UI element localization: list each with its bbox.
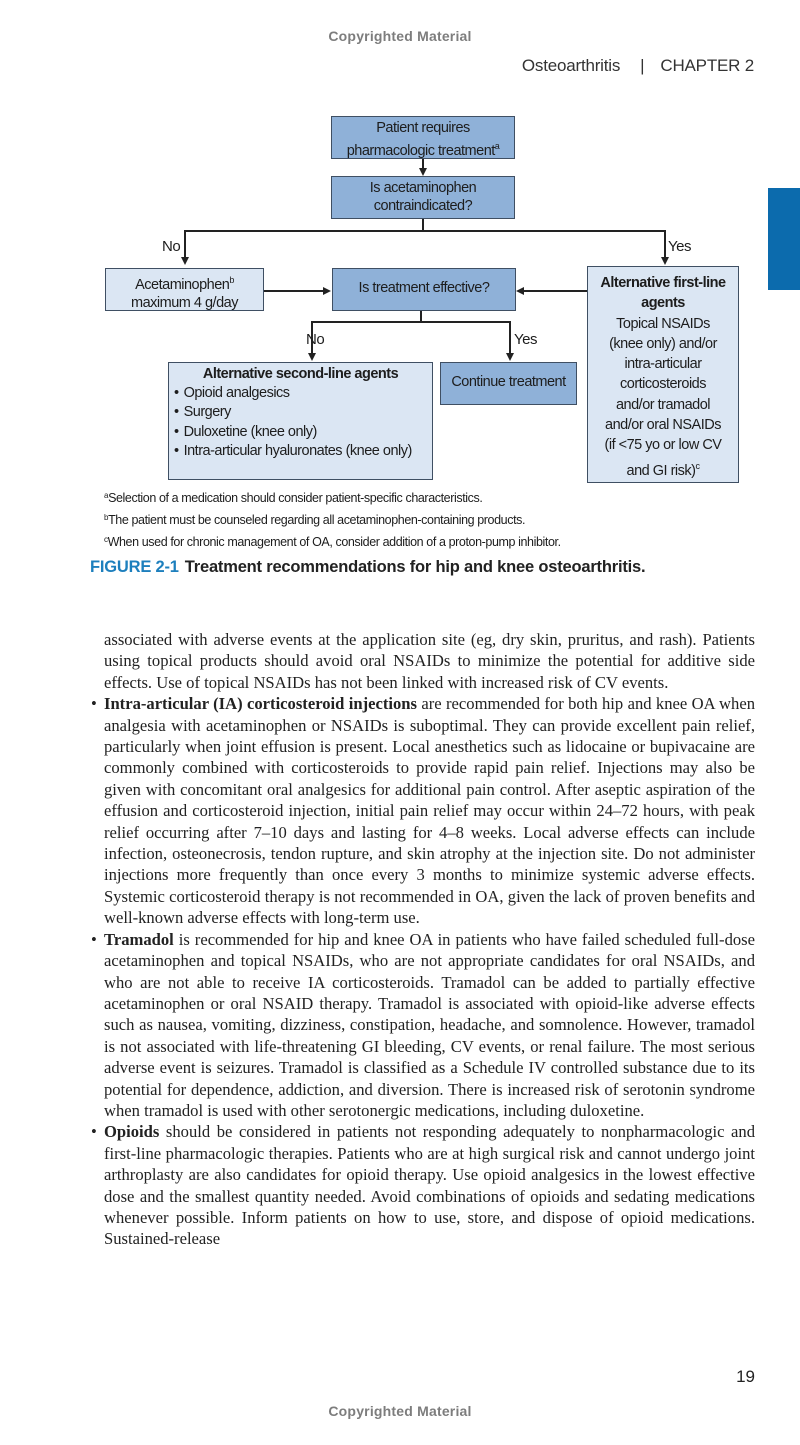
continuation-paragraph: associated with adverse events at the application site (eg, dry skin, pruritus, and rash). Patients using topical products should avoid oral NSAIDs to minimize the potential for additive side effects. Use of topical NSAIDs has not been linked with increased risk of CV events. (104, 630, 755, 692)
figure-caption (90, 558, 645, 577)
first-line-text: (if <75 yo or low CV (604, 437, 722, 454)
bullet-ia-corticosteroids (104, 693, 755, 928)
copyright-notice-bottom: Copyrighted Material (328, 1403, 472, 1419)
connector (264, 290, 324, 292)
first-line-text: and GI risk) (626, 462, 696, 479)
footnote-a: $^a$Selection of a medication should consider patient-specific characteristics. (104, 491, 483, 505)
connector (509, 321, 511, 354)
acetaminophen-line1: Acetaminophen (135, 276, 230, 293)
connector (524, 290, 588, 292)
running-head-separator: | (640, 56, 645, 75)
second-line-list (169, 384, 432, 461)
acetaminophen-line2: maximum 4 g/day (131, 294, 238, 311)
footnote-mark-c: c (695, 460, 700, 471)
arrow-down-icon (506, 353, 514, 361)
edge-label-yes: Yes (668, 238, 691, 255)
decision1-line2: contraindicated? (373, 198, 473, 214)
node-alternative-first-line-agents (587, 266, 739, 483)
decision1-line1: Is acetaminophen (369, 180, 477, 196)
connector (184, 230, 186, 258)
second-line-item: • Surgery (174, 403, 432, 422)
node-alternative-second-line-agents (168, 362, 433, 480)
footnote-c: $^c$When used for chronic management of OA, consider addition of a proton-pump inhibitor. (104, 535, 561, 549)
second-line-item: • Intra-articular hyaluronates (knee only) (174, 442, 432, 461)
figure-footnotes (104, 486, 561, 552)
bullet-term: Opioids (104, 1122, 160, 1142)
page-number: 19 (736, 1367, 755, 1386)
node-start (331, 116, 515, 159)
second-line-item: • Opioid analgesics (174, 384, 432, 403)
bullet-text: is recommended for hip and knee OA in patients who have failed scheduled full-dose acetaminophen and topical NSAIDs, who are not appropriate candidates for oral NSAIDs, and who are not able to receive IA corticosteroids. Tramadol can be added to partially effective acetaminophen or oral NSAID therapy. Tramadol is associated with opioid-like adverse effects such as nausea, vomiting, dizziness, constipation, headache, and somnolence. However, tramadol is not associated with life-threatening GI bleeding, CV events, or renal failure. The most serious adverse event is seizures. Tramadol is classified as a Schedule IV controlled substance due to its potential for dependence, addiction, and diversion. There is increased risk of serotonin syndrome when tramadol is used with other serotonergic medications, including duloxetine. (104, 929, 755, 1120)
bullet-text: should be considered in patients not responding adequately to nonpharmacologic and first-line pharmacologic therapies. Patients who are at high surgical risk and cannot undergo joint arthroplasty are also candidates for opioid therapy. Use opioid analgesics in the lowest effective dose and the smallest quantity needed. Avoid combinations of opioids and sedating medications whenever possible. Inform patients on how to use, store, and dispose of opioid medications. Sustained-release (104, 1122, 755, 1249)
first-line-text: and/or tramadol (615, 396, 711, 413)
first-line-text: (knee only) and/or (609, 335, 717, 352)
node-treatment-effective (332, 268, 516, 311)
bullet-tramadol (104, 929, 755, 1122)
figure-number: FIGURE 2-1 (90, 558, 179, 576)
footnote-b: $^b$The patient must be counseled regarding all acetaminophen-containing products. (104, 513, 526, 527)
second-line-item: • Duloxetine (knee only) (174, 423, 432, 442)
copyright-notice-top: Copyrighted Material (328, 28, 472, 44)
bullet-text: are recommended for both hip and knee OA when analgesia with acetaminophen or NSAIDs is suboptimal. They can provide excellent pain relief, particularly when joint effusion is present. Local anesthetics such as lidocaine or bupivacaine are commonly combined with corticosteroids to provide rapid pain relief. Injections may also be given with concomitant oral analgesics for additional pain control. After aseptic aspiration of the effusion and corticosteroid injection, initial pain relief may occur within 24–72 hours, with peak relief occurring after 7–10 days and lasting for 4–8 weeks. Local adverse effects can include infection, osteonecrosis, tendon rupture, and skin atrophy at the injection site. Do not administer injections more frequently than once every 3 months to minimize systemic adverse effects. Systemic corticosteroid therapy is not recommended in OA, given the lack of proven benefits and well-known adverse effects with long-term use. (104, 694, 755, 928)
edge-label-no: No (162, 238, 181, 255)
first-line-title: Alternative first-line agents (600, 275, 726, 312)
connector (664, 230, 666, 258)
arrow-right-icon (323, 287, 331, 295)
arrow-left-icon (516, 287, 524, 295)
arrow-down-icon (308, 353, 316, 361)
connector (184, 230, 665, 232)
footnote-mark-a: a (494, 141, 500, 151)
footnote-mark-b: b (229, 275, 234, 285)
first-line-text: intra-articular (624, 356, 702, 373)
bullet-opioids (104, 1121, 755, 1249)
first-line-text: Topical NSAIDs (616, 315, 710, 332)
edge-label-no: No (306, 331, 325, 348)
bullet-term: Intra-articular (IA) corticosteroid injections (104, 694, 417, 714)
node-continue-treatment (440, 362, 577, 405)
figure-title: Treatment recommendations for hip and knee osteoarthritis. (184, 558, 646, 576)
node-acetaminophen (105, 268, 264, 311)
arrow-down-icon (181, 257, 189, 265)
running-head-topic: Osteoarthritis (521, 56, 621, 75)
bullet-term: Tramadol (104, 929, 174, 949)
first-line-text: and/or oral NSAIDs (605, 417, 721, 434)
node-acetaminophen-contraindicated (331, 176, 515, 219)
arrow-down-icon (419, 168, 427, 176)
edge-label-yes: Yes (514, 331, 537, 348)
connector (311, 321, 510, 323)
first-line-text: corticosteroids (620, 376, 706, 393)
body-text (90, 629, 755, 1250)
arrow-down-icon (661, 257, 669, 265)
node-start-text: Patient requires pharmacologic treatment (346, 120, 495, 159)
flowchart-figure (0, 0, 800, 576)
continue-text: Continue treatment (451, 374, 566, 390)
decision2-text: Is treatment effective? (358, 280, 490, 296)
running-head-chapter: CHAPTER 2 (660, 56, 754, 75)
second-line-title: Alternative second-line agents (202, 366, 399, 382)
